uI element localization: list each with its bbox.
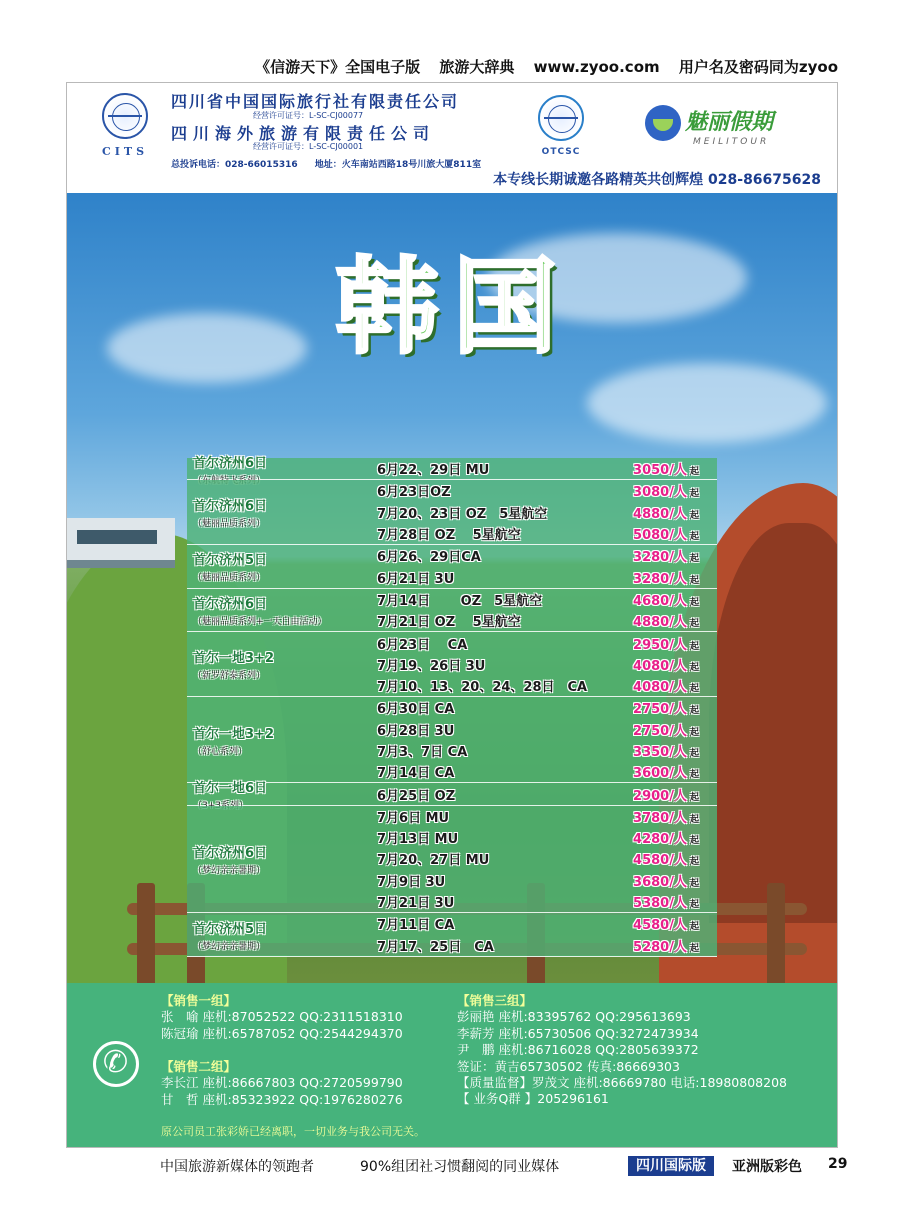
price-value: 3600/人 <box>633 766 687 782</box>
price-unit: 起 <box>689 922 699 933</box>
departure-row <box>377 502 717 523</box>
sales-group-2 <box>161 1059 403 1108</box>
departure-dates: 6月25日 OZ <box>377 788 456 804</box>
banner-login-hint: 用户名及密码同为zyoo <box>678 58 838 76</box>
route-series: （魅丽品质系列） <box>193 519 266 530</box>
price <box>633 762 699 781</box>
route-group <box>187 806 717 913</box>
departure-dates: 7月13日 MU <box>377 832 459 848</box>
price-unit: 起 <box>689 510 699 521</box>
departure-dates: 7月6日 MU <box>377 810 450 826</box>
departure-dates: 7月28日 OZ 5星航空 <box>377 528 521 544</box>
departure-row <box>377 913 717 934</box>
price-unit: 起 <box>689 706 699 717</box>
departure-row <box>377 545 717 566</box>
price-value: 3080/人 <box>633 485 687 501</box>
price <box>633 634 699 653</box>
price <box>633 568 699 587</box>
address: 地址：火车南站西路18号川旅大厦811室 <box>314 160 482 170</box>
footer-edition-badge: 四川国际版 <box>628 1156 714 1176</box>
price-unit: 起 <box>689 619 699 630</box>
sales-group-3-title: 【销售三组】 <box>457 993 533 1008</box>
page-number: 29 <box>828 1156 848 1172</box>
route-series: （魅丽品质系列+一天自由活动） <box>193 617 327 628</box>
departure-row <box>377 783 717 804</box>
departure-row <box>377 761 717 782</box>
price-unit: 起 <box>689 662 699 673</box>
destination-title: 韩国 <box>334 246 571 368</box>
price-unit: 起 <box>689 943 699 954</box>
contact-line: 彭丽艳 座机:83395762 QQ:295613693 <box>457 1009 691 1025</box>
footer-tagline-1: 中国旅游新媒体的领跑者 <box>160 1159 314 1175</box>
price-unit: 起 <box>689 554 699 565</box>
complaint-phone: 总投诉电话：028-66015316 <box>171 160 298 170</box>
contact-line: 张 喻 座机:87052522 QQ:2311518310 <box>161 1009 403 1025</box>
price <box>633 676 699 695</box>
price <box>633 503 699 522</box>
contact-line: 李薪芳 座机:65730506 QQ:3272473934 <box>457 1025 699 1041</box>
ad-page <box>66 82 838 1148</box>
route-name: 首尔济州6日 <box>193 597 268 613</box>
price <box>633 698 699 717</box>
price-unit: 起 <box>689 900 699 911</box>
departure-dates: 6月21日 3U <box>377 571 455 587</box>
price <box>633 785 699 804</box>
route-name: 首尔济州6日 <box>193 499 268 515</box>
departure-dates: 7月20、27日 MU <box>377 853 490 869</box>
price-unit: 起 <box>689 727 699 738</box>
price <box>633 741 699 760</box>
meilitour-badge-icon <box>645 105 681 141</box>
route-group <box>187 545 717 589</box>
contact-line: 陈冠瑜 座机:65787052 QQ:2544294370 <box>161 1025 403 1041</box>
price-value: 5280/人 <box>633 939 687 955</box>
departure-row <box>377 848 717 869</box>
departure-dates: 7月20、23日 OZ 5星航空 <box>377 506 548 522</box>
price-unit: 起 <box>689 857 699 868</box>
company-name-1: 四川省中国国际旅行社有限责任公司 <box>171 92 460 111</box>
price <box>633 546 699 565</box>
departure-dates: 7月21日 3U <box>377 896 455 912</box>
route-group <box>187 697 717 783</box>
departure-dates: 7月19、26日 3U <box>377 658 486 674</box>
departure-row <box>377 610 717 631</box>
price-value: 3350/人 <box>633 745 687 760</box>
departure-row <box>377 458 717 479</box>
route-series: （舒心系列） <box>193 746 248 757</box>
price-value: 4580/人 <box>633 853 687 869</box>
price <box>633 871 699 890</box>
cloud-shape <box>587 363 827 443</box>
departure-row <box>377 675 717 696</box>
visa-fax: 签证：黄吉65730502 传真:86669303 <box>457 1058 680 1074</box>
departure-row <box>377 632 717 653</box>
price <box>633 611 699 630</box>
sales-group-1 <box>161 993 403 1042</box>
top-banner <box>0 52 900 82</box>
route-label <box>193 455 373 479</box>
route-group <box>187 632 717 697</box>
route-series: （魅丽品质系列） <box>193 573 266 584</box>
cits-logo <box>95 93 155 163</box>
departure-dates: 6月23日OZ <box>377 485 451 501</box>
meilitour-name: 魅丽假期 <box>685 110 774 135</box>
departure-dates: 7月17、25日 CA <box>377 939 494 955</box>
departure-row <box>377 654 717 675</box>
route-group <box>187 480 717 545</box>
footer-section: 亚洲版彩色 <box>732 1159 802 1175</box>
price-unit: 起 <box>689 684 699 695</box>
sales-group-2-title: 【销售二组】 <box>161 1059 237 1074</box>
otcsc-logo <box>531 95 591 165</box>
price <box>633 524 699 543</box>
contact-line <box>171 157 495 170</box>
price <box>633 720 699 739</box>
departure-dates: 6月23日 CA <box>377 637 468 653</box>
price-unit: 起 <box>689 641 699 652</box>
price-value: 2950/人 <box>633 637 687 653</box>
cits-logo-text: CITS <box>101 145 149 158</box>
hero-image <box>67 193 838 983</box>
departure-dates: 7月9日 3U <box>377 874 446 890</box>
price-unit: 起 <box>689 878 699 889</box>
price-value: 3780/人 <box>633 810 687 826</box>
price-unit: 起 <box>689 749 699 759</box>
price-unit: 起 <box>689 814 699 825</box>
price-value: 5380/人 <box>633 896 687 912</box>
route-label <box>193 480 373 544</box>
route-name: 首尔一地3+2 <box>193 651 274 667</box>
route-group <box>187 589 717 633</box>
price-value: 3050/人 <box>633 463 687 479</box>
contact-line: 尹 鹏 座机:86716028 QQ:2805639372 <box>457 1042 699 1058</box>
price-value: 3280/人 <box>633 571 687 587</box>
contact-line: 甘 哲 座机:85323922 QQ:1976280276 <box>161 1091 403 1107</box>
route-name: 首尔一地3+2 <box>193 726 274 742</box>
route-label <box>193 589 373 632</box>
price-unit: 起 <box>689 532 699 543</box>
departure-dates: 6月30日 CA <box>377 702 455 718</box>
price-unit: 起 <box>689 836 699 847</box>
departure-row <box>377 566 717 587</box>
slogan: 本专线长期诚邀各路精英共创辉煌 028-86675628 <box>493 172 821 188</box>
route-group <box>187 913 717 957</box>
departure-dates: 7月14日 CA <box>377 766 455 782</box>
seaside-building <box>67 518 175 568</box>
price <box>633 459 699 478</box>
route-label <box>193 806 373 912</box>
route-group <box>187 455 717 480</box>
departure-dates: 7月3、7日 CA <box>377 745 468 760</box>
route-series: （梦幻亲亲暑期） <box>193 865 266 876</box>
business-qq-group: 【 业务Q群 】205296161 <box>457 1091 609 1107</box>
sales-group-3 <box>457 993 787 1108</box>
quality-supervision: 【质量监督】罗茂文 座机:86669780 电话:18980808208 <box>457 1075 787 1091</box>
route-name: 首尔济州5日 <box>193 553 268 569</box>
price <box>633 936 699 955</box>
price-value: 4880/人 <box>633 506 687 522</box>
banner-dictionary: 旅游大辞典 <box>439 58 515 76</box>
route-name: 首尔济州6日 <box>193 845 268 861</box>
otcsc-logo-text: OTCSC <box>541 147 581 157</box>
contact-line: 李长江 座机:86667803 QQ:2720599790 <box>161 1075 403 1091</box>
departure-row <box>377 480 717 501</box>
price <box>633 655 699 674</box>
price <box>633 481 699 500</box>
route-label <box>193 783 373 804</box>
departure-row <box>377 719 717 740</box>
departure-row <box>377 891 717 912</box>
departure-row <box>377 523 717 544</box>
price <box>633 590 699 609</box>
banner-edition: 《信游天下》全国电子版 <box>255 58 421 76</box>
route-label <box>193 545 373 588</box>
sales-group-1-title: 【销售一组】 <box>161 993 237 1008</box>
price <box>633 914 699 933</box>
price-unit: 起 <box>689 792 699 803</box>
license-2: 经营许可证号：L-SC-CJ00001 <box>253 142 364 151</box>
price-unit: 起 <box>689 489 699 500</box>
price <box>633 807 699 826</box>
company-name-2: 四川海外旅游有限责任公司 <box>171 124 436 143</box>
price-value: 3680/人 <box>633 874 687 890</box>
price-value: 4580/人 <box>633 918 687 934</box>
route-name: 首尔济州6日 <box>193 455 268 471</box>
route-group <box>187 783 717 805</box>
notice: 原公司员工张彩娇已经离职，一切业务与我公司无关。 <box>161 1125 425 1138</box>
price-value: 4080/人 <box>633 658 687 674</box>
departure-dates: 7月11日 CA <box>377 918 455 934</box>
price-value: 4880/人 <box>633 615 687 631</box>
departure-row <box>377 870 717 891</box>
price-unit: 起 <box>689 597 699 608</box>
departure-dates: 6月22、29日 MU <box>377 463 490 479</box>
departure-row <box>377 740 717 761</box>
price-value: 5080/人 <box>633 528 687 544</box>
price-value: 4280/人 <box>633 832 687 848</box>
sales-contacts <box>67 983 838 1148</box>
footer-tagline-2: 90%组团社习惯翻阅的同业媒体 <box>360 1159 560 1175</box>
price <box>633 828 699 847</box>
price-unit: 起 <box>689 467 699 478</box>
meilitour-en: MEILITOUR <box>693 137 770 147</box>
departure-row <box>377 589 717 610</box>
departure-row <box>377 935 717 956</box>
price <box>633 849 699 868</box>
departure-row <box>377 827 717 848</box>
route-label <box>193 913 373 956</box>
globe-icon <box>538 95 584 141</box>
route-label <box>193 697 373 782</box>
price <box>633 892 699 911</box>
route-series: （梦幻亲亲暑期） <box>193 941 266 952</box>
fence-post <box>137 883 155 983</box>
departure-row <box>377 806 717 827</box>
license-1: 经营许可证号：L-SC-CJ00077 <box>253 111 364 120</box>
agency-header <box>67 83 838 193</box>
fence-post <box>767 883 785 983</box>
banner-website[interactable]: www.zyoo.com <box>533 58 660 76</box>
price-table <box>187 455 717 957</box>
price-value: 2750/人 <box>633 702 687 718</box>
meilitour-logo <box>641 103 811 153</box>
globe-icon <box>102 93 148 139</box>
price-unit: 起 <box>689 575 699 586</box>
route-name: 首尔济州5日 <box>193 921 268 937</box>
route-series: （新罗舒泰系列） <box>193 671 266 682</box>
route-label <box>193 632 373 696</box>
price-value: 4680/人 <box>633 593 687 609</box>
departure-dates: 7月14日 OZ 5星航空 <box>377 593 543 609</box>
route-name: 首尔一地6日 <box>193 781 268 797</box>
price-value: 3280/人 <box>633 550 687 566</box>
departure-dates: 7月21日 OZ 5星航空 <box>377 615 521 631</box>
price-value: 4080/人 <box>633 680 687 696</box>
departure-dates: 7月10、13、20、24、28日 CA <box>377 680 588 696</box>
phone-icon <box>93 1041 139 1087</box>
departure-dates: 6月28日 3U <box>377 723 455 739</box>
departure-row <box>377 697 717 718</box>
departure-dates: 6月26、29日CA <box>377 550 481 566</box>
page-footer <box>0 1152 900 1182</box>
price-unit: 起 <box>689 770 699 781</box>
price-value: 2750/人 <box>633 723 687 739</box>
price-value: 2900/人 <box>633 788 687 804</box>
